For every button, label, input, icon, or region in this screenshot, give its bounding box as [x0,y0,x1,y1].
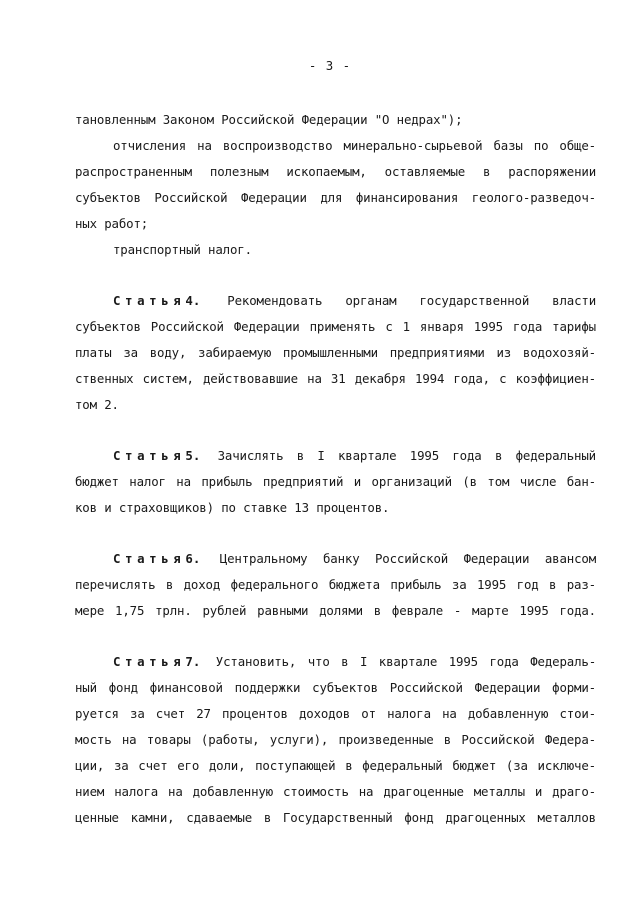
article-4-first-line [113,293,596,309]
article-5-word: Статья [113,448,186,463]
text-line: мере 1,75 трлн. рублей равными долями в феврале - марте 1995 года. [75,603,596,618]
article-6-text: Центральному банку Российской Федерации авансом [219,551,597,566]
text-line: ный фонд финансовой поддержки субъектов Российской Федерации форми- [75,680,596,695]
article-5-text: Зачислять в I квартале 1995 года в федеральный [217,448,596,463]
text-line: нием налога на добавленную стоимость на драгоценные металлы и драго- [75,784,596,799]
article-5-first-line [113,448,596,464]
article-7-first-line [113,654,596,670]
page-number: - 3 - [308,58,352,73]
article-7-number: 7. [185,654,201,669]
text-line: ценные камни, сдаваемые в Государственный фонд драгоценных металлов [75,810,596,825]
text-line: руется за счет 27 процентов доходов от налога на добавленную стои- [75,706,596,721]
text-line: отчисления на воспроизводство минерально-сырьевой базы по обще- [113,138,596,153]
article-4-number: 4. [185,293,201,308]
text-line: перечислять в доход федерального бюджета прибыль за 1995 год в раз- [75,577,596,592]
text-line: бюджет налог на прибыль предприятий и организаций (в том числе бан- [75,474,596,489]
text-line: мость на товары (работы, услуги), произведенные в Российской Федера- [75,732,596,747]
text-line: том 2. [75,397,119,412]
text-line: тановленным Законом Российской Федерации "О недрах"); [75,112,463,127]
article-4-text: Рекомендовать органам государственной власти [227,293,597,308]
article-6-first-line [113,551,596,567]
article-7-word: Статья [113,654,186,669]
text-line: транспортный налог. [113,242,252,257]
article-6-word: Статья [113,551,186,566]
text-line: ков и страховщиков) по ставке 13 процентов. [75,500,390,515]
text-line: распространенным полезным ископаемым, оставляемые в распоряжении [75,164,596,179]
text-line: ных работ; [75,216,149,231]
text-line: платы за воду, забираемую промышленными предприятиями из водохозяй- [75,345,596,360]
text-line: субъектов Российской Федерации для финансирования геолого-разведоч- [75,190,596,205]
text-line: ственных систем, действовавшие на 31 декабря 1994 года, с коэффициен- [75,371,596,386]
article-5-number: 5. [185,448,201,463]
text-line: ции, за счет его доли, поступающей в федеральный бюджет (за исключе- [75,758,596,773]
article-6-number: 6. [185,551,201,566]
article-4-word: Статья [113,293,186,308]
article-7-text: Установить, что в I квартале 1995 года Федераль- [215,654,597,669]
text-line: субъектов Российской Федерации применять с 1 января 1995 года тарифы [75,319,596,334]
